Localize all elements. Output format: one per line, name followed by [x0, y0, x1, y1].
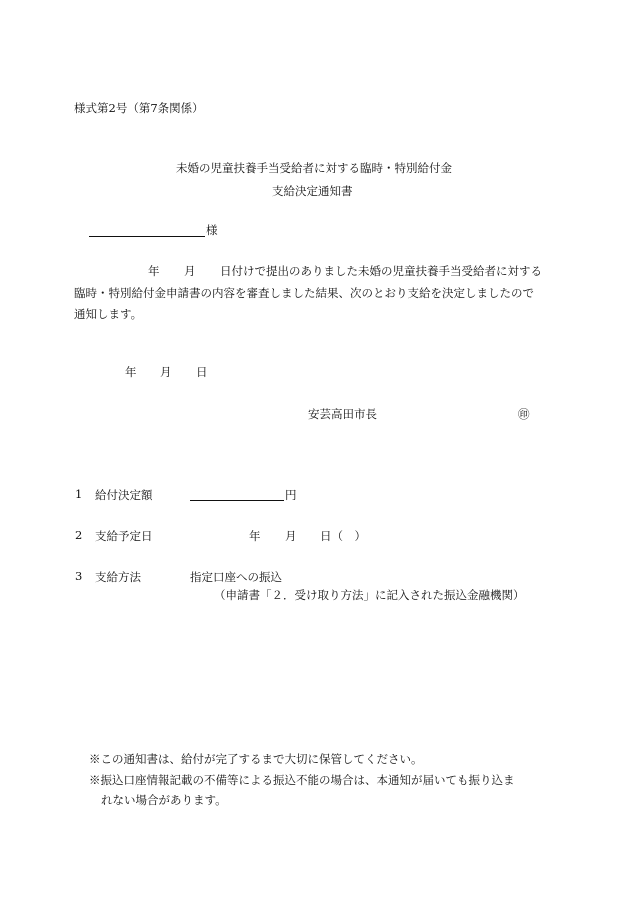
- payment-method-value: 指定口座への振込: [190, 570, 282, 584]
- addressee-suffix: 様: [206, 223, 218, 237]
- issuer-name: 安芸高田市長: [308, 407, 377, 421]
- note-keep-document: ※この通知書は、給付が完了するまで大切に保管してください。: [89, 752, 423, 766]
- item-1-label: 給付決定額: [95, 488, 153, 502]
- body-line2: 臨時・特別給付金申請書の内容を審査しました結果、次のとおり支給を決定しましたので: [74, 286, 534, 300]
- payment-date-month: 月: [285, 529, 297, 543]
- body-date-year: 年: [148, 264, 160, 278]
- form-label: 様式第2号（第7条関係）: [74, 101, 204, 115]
- issue-date-day: 日: [196, 365, 208, 379]
- note-transfer-failure-line2: れない場合があります。: [101, 793, 227, 807]
- note-transfer-failure-line1: ※振込口座情報記載の不備等による振込不能の場合は、本通知が届いても振り込ま: [89, 773, 515, 787]
- item-3-number: 3: [75, 569, 83, 583]
- item-3-label: 支給方法: [95, 570, 141, 584]
- addressee-name-blank: [89, 236, 205, 237]
- seal-mark: ㊞: [518, 407, 530, 421]
- payment-date-day: 日（ ）: [320, 529, 366, 543]
- issue-date-year: 年: [125, 365, 137, 379]
- body-line1: 日付けで提出のありました未婚の児童扶養手当受給者に対する: [220, 264, 542, 278]
- amount-unit: 円: [285, 488, 297, 502]
- item-2-number: 2: [75, 528, 83, 542]
- issue-date-month: 月: [160, 365, 172, 379]
- item-2-label: 支給予定日: [95, 529, 153, 543]
- document-title-line2: 支給決定通知書: [272, 184, 353, 198]
- payment-date-year: 年: [249, 529, 261, 543]
- body-line3: 通知します。: [74, 307, 143, 321]
- item-1-number: 1: [75, 487, 83, 501]
- amount-blank: [190, 500, 284, 501]
- document-title-line1: 未婚の児童扶養手当受給者に対する臨時・特別給付金: [176, 161, 452, 175]
- payment-method-note: （申請書「２．受け取り方法」に記入された振込金融機関）: [214, 588, 525, 602]
- body-date-month: 月: [184, 264, 196, 278]
